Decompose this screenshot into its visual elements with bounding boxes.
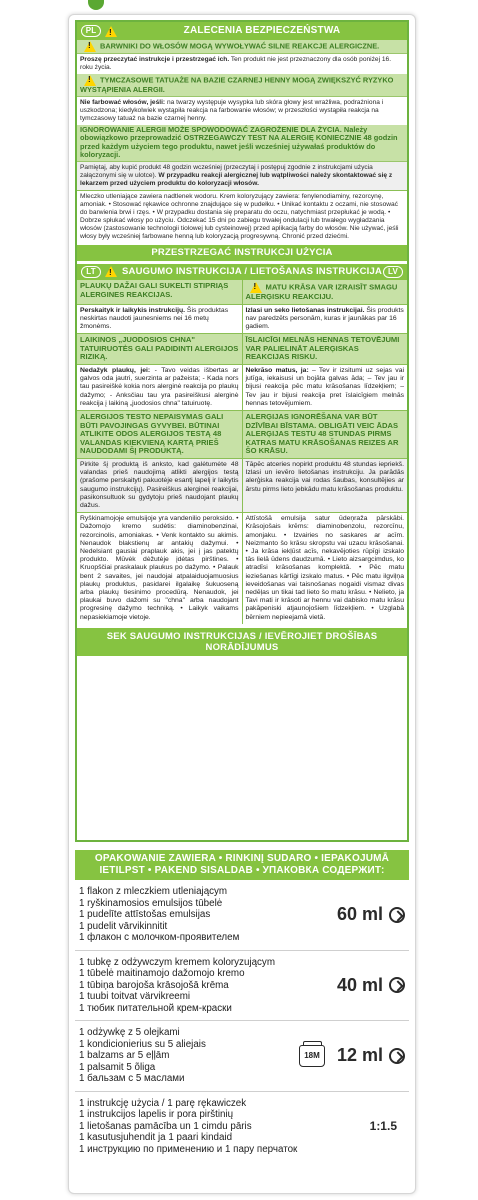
content-line: 1 flakon z mleczkiem utleniającym — [79, 886, 228, 897]
lt-warning-2: LAIKINOS „JUODOSIOS CHNA" TATUIRUOTĖS GALI PADIDINTI ALERGIJOS RIZIKĄ. — [77, 334, 242, 364]
volume-label: 40 ml — [337, 975, 405, 996]
lt-text-3: Pirkite šį produktą iš anksto, kad galėtumėte 48 valandas prieš naudojimą atlikti alergijos testą (prašome perskaityti pakuotėje esantį lapelį ir laikytis saugumo instrukcijų). Pasireiškus alerginei reakcijai, pasikonsultuok su gydytoju prieš naudojant plaukų dažus. — [77, 459, 242, 512]
content-line: 1 tūbiņa barojoša krāsojošā krēma — [79, 979, 229, 991]
warning-icon — [84, 75, 96, 86]
mix-ratio: 1:1.5 — [369, 1119, 397, 1134]
content-line: 1 ryškinamosios emulsijos tūbelė — [79, 897, 223, 909]
warning-icon — [250, 282, 262, 293]
lang-badge-lt: LT — [81, 266, 101, 278]
lt-lv-row-5 — [77, 411, 407, 459]
lv-warning-1: !MATU KRĀSA VAR IZRAISĪT SMAGU ALERĢISKU REAKCIJU. — [242, 280, 408, 304]
content-line: 1 tuubi toitvat värvikreemi — [79, 991, 191, 1002]
content-line: 1 pudelit vārvikinnitit — [79, 920, 168, 932]
lt-text-4: Ryškinamojoje emulsijoje yra vandenilio peroksido. • Dažomojo kremo sudėtis: diaminobenzinai, rezorcinolis, amoniakas. • Venk kontakto su akimis. Nenaudok blakstienų ar antakių dažymui. • Nedelsiant gausiai praplauk akis, jei į jas patektų produkto. Mūvėk dėžutėje įdėtas pirštines. • Kruopščiai praskalauk plaukus po dažymo. • Palauk bent 2 savaites, jei naudojai atpalaiduojamuosius plaukų produktus, pasidarei ilgalaikę šukuoseną arba plaukų tiesinimo procedūrą. Nenaudok, jei plaukai buvo dažomi su "chna" arba naudojant progresinę dažymo techniką. • Laikyk vaikams nepasiekiamoje vietoje. — [80, 515, 239, 621]
pl-text-4: Mleczko utleniające zawiera nadtlenek wodoru. Krem koloryzujący zawiera: fenylenodiaminy, rezorcynę, amoniak. • Stosować rękawice ochronne znajdujące się w pudełku. • Unikać kontaktu z oczami, nie stosować do barwienia brwi i rzęs. • W przypadku dostania się preparatu do oczu, natychmiast przepłukać je wodą. • Dobrze spłukać włosy po użyciu. Odczekać 15 dni po zabiegu trwałej ondulacji lub trwałego wygładzania włosów (zastosowanie technologii tiolowej lub cysteinowej) przed aplikacją farby do włosów. Nie używać, jeśli włosy były wcześniej farbowane henną lub koloryzacją progresywną. Chronić przed dziećmi. — [77, 190, 407, 243]
pl-title: ZALECENIA BEZPIECZEŃSTWA — [183, 25, 341, 36]
recycle-icon — [389, 1048, 405, 1064]
lt-lv-header — [77, 264, 407, 280]
lt-lv-title: SAUGUMO INSTRUKCIJA / LIETOŠANAS INSTRUKCIJA — [121, 265, 383, 277]
lt-warning-3: ALERGIJOS TESTO NEPAISYMAS GALI BŪTI PAVOJINGAS GYVYBEI. BŪTINAI ATLIKITE ODOS ALERGIJOS TESTĄ 48 VALANDAS KIEKVIENĄ KARTĄ PRIEŠ NAUDODAMI ŠĮ PRODUKTĄ. — [77, 411, 242, 458]
lt-lv-row-2 — [77, 305, 407, 335]
warning-icon — [84, 41, 96, 52]
content-line: 1 бальзам с 5 маслами — [79, 1073, 185, 1084]
open-jar-icon: 18M — [299, 1045, 325, 1067]
lt-lv-row-4 — [77, 365, 407, 411]
content-lines — [79, 886, 333, 944]
lv-text-2: Nekrāso matus, ja: – Tev ir izsitumi uz sejas vai jutīga, iekaisusi un bojāta galvas āda; – Tev jau ir bijusi reakcija pēc matu krāsošanas līdzekļiem; – Tev jau ir bijusi reakcija pret īslaicīgiem melnās hennas tetovējumiem. — [242, 365, 408, 410]
lt-lv-row-3 — [77, 334, 407, 365]
pl-warning-3: IGNOROWANIE ALERGII MOŻE SPOWODOWAĆ ZAGROŻENIE DLA ŻYCIA. Należy obowiązkowo przeprowadzić OSTRZEGAWCZY TEST NA ALERGIĘ KONIECZNIE 48 godzin przed każdym użyciem tego produktu, nawet jeśli wcześniej używałaś produktów do koloryzacji. — [77, 125, 407, 162]
leaf-decoration — [88, 0, 104, 10]
volume-label: 12 ml — [337, 1045, 405, 1066]
volume-label: 60 ml — [337, 904, 405, 925]
lt-lv-footer: SEK SAUGUMO INSTRUKCIJAS / IEVĒROJIET DROŠĪBAS NORĀDĪJUMUS — [77, 628, 407, 656]
content-line: 1 pudelīte attīstošas emulsijas — [79, 909, 211, 920]
content-lines — [79, 1027, 299, 1085]
content-line: 1 odżywkę z 5 olejkami — [79, 1027, 180, 1038]
content-line: 1 tūbelė maitinamojo dažomojo kremo — [79, 968, 245, 979]
content-line: 1 tubkę z odżywczym kremem koloryzującym — [79, 956, 275, 968]
package-contents — [75, 850, 409, 1161]
lv-text-1: Izlasi un seko lietošanas instrukcijai. Šis produkts nav paredzēts personām, kuras ir jaunākas par 16 gadiem. — [242, 305, 408, 334]
pl-header — [77, 22, 407, 40]
content-line: 1 balzams ar 5 eļļām — [79, 1050, 170, 1061]
content-line: 1 kasutusjuhendit ja 1 paari kindaid — [79, 1132, 233, 1143]
content-group-instructions — [75, 1092, 409, 1162]
safety-panel — [75, 20, 409, 842]
lv-warning-2: ĪSLAICĪGI MELNĀS HENNAS TETOVĒJUMI VAR PALIELINĀT ALERĢISKAS REAKCIJAS RISKU. — [242, 334, 408, 364]
content-line: 1 тюбик питательной крем-краски — [79, 1002, 232, 1014]
package-title: OPAKOWANIE ZAWIERA • RINKINĮ SUDARO • IEPAKOJUMĀ IETILPST • PAKEND SISALDAB • УПАКОВКА СОДЕРЖИТ: — [75, 850, 409, 880]
content-line: 1 kondicionierius su 5 aliejais — [79, 1038, 206, 1050]
lv-text-4: Attīstošā emulsija satur ūdeņraža pārskābi. Krāsojošais krēms: diaminobenzolu, rezorcīnu, amonjaku. • Izvairies no saskares ar acīm. Neizmanto šo krāsu skropstu vai uzacu krāsošanai. • Ja krāsa iekļūst acīs, nekavējoties rūpīgi izskalo tās lielā ūdens daudzumā. • Lieto aizsargcimdus, ko atradīsi krāsošanas komplektā. • Pēc matu ieziešanas kārtīgi izskalo matus. • Pēc matu ilgviļņa ieveidošanas vai taisnošanas nogaidi vismaz divas nedēļas un tikai tad lieto šo matu krāsu. • Nelieto, ja Tavi mati ir krāsoti ar hennu vai dabisko matu krāsu pakāpeniski atjaunojošiem līdzekļiem. • Uzglabā bērniem nepieejamā vietā. — [242, 513, 408, 624]
lang-badge-pl: PL — [81, 25, 101, 37]
lt-text-2: Nedažyk plaukų, jei: - Tavo veidas išbertas ar galvos oda jautri, suerzinta ar pažeista; - Kada nors tau pasireiškė kokia nors alerginė reakcija po plaukų dažymo; - Anksčiau tau yra pasireiškusi alerginė reakcija į laikiną „juodosios chna" tatuiruotę. — [80, 366, 239, 407]
content-line: 1 instrukcijos lapelis ir pora pirštinių — [79, 1109, 234, 1120]
pl-text-1: Proszę przeczytać instrukcje i przestrzegać ich. Ten produkt nie jest przeznaczony dla osób poniżej 16. roku życia. — [80, 56, 392, 71]
pl-warning-1: !BARWNIKI DO WŁOSÓW MOGĄ WYWOŁYWAĆ SILNE REAKCJE ALERGICZNE. — [77, 40, 407, 54]
content-line: 1 instrukcję użycia / 1 parę rękawiczek — [79, 1097, 247, 1109]
pl-text-3: Pamiętaj, aby kupić produkt 48 godzin wcześniej (przeczytaj i postępuj zgodnie z instrukcjami użycia załączonymi się w ulotce). W przypadku reakcji alergicznej lub wątpliwości należy skontaktować się z lekarzem przed użyciem produktu do koloryzacji włosów. — [77, 162, 407, 190]
warning-icon — [105, 26, 117, 37]
lt-lv-row-1 — [77, 280, 407, 305]
content-group-cream — [75, 951, 409, 1022]
content-line: 1 lietošanas pamācība un 1 cimdu pāris — [79, 1120, 252, 1132]
content-line: 1 флакон с молочком-проявителем — [79, 932, 240, 943]
content-lines — [79, 957, 333, 1015]
content-line: 1 palsamit 5 õliga — [79, 1061, 156, 1073]
warning-icon — [105, 266, 117, 277]
pl-text-2: Nie farbować włosów, jeśli: na twarzy występuje wysypka lub skóra głowy jest wrażliwa, podrażniona i uszkodzona; kiedykolwiek wystąpiła reakcja na farbowanie włosów; w przeszłości wystąpiła reakcja na tymczasowy tatuaż na bazie czarnej henny. — [80, 98, 384, 122]
content-lines — [79, 1098, 366, 1156]
content-group-conditioner — [75, 1021, 409, 1092]
lv-warning-3: ALERĢIJAS IGNORĒŠANA VAR BŪT DZĪVĪBAI BĪSTAMA. OBLIGĀTI VEIC ĀDAS ALERĢIJAS TESTU 48 STUNDAS PIRMS KATRAS MATU KRĀSOŠANAS REIZES AR ŠO KRĀSU. — [242, 411, 408, 458]
package-panel — [68, 14, 416, 1194]
lt-lv-row-6 — [77, 459, 407, 513]
lt-lv-row-7 — [77, 513, 407, 624]
pl-footer: PRZESTRZEGAĆ INSTRUKCJI UŻYCIA — [77, 245, 407, 261]
pl-warning-2: !TYMCZASOWE TATUAŻE NA BAZIE CZARNEJ HENNY MOGĄ ZWIĘKSZYĆ RYZYKO WYSTĄPIENIA ALERGII. — [77, 74, 407, 97]
content-group-developer — [75, 880, 409, 951]
lang-badge-lv: LV — [383, 266, 403, 278]
lv-text-3: Tāpēc atceries nopirkt produktu 48 stundas iepriekš. Izlasi un ievēro lietošanas instrukciju. Ja parādās alerģiska reakcija vai rodas šaubas, konsultējies ar ārstu pirms lieto jebkādu matu krāsošanas produktu. — [242, 459, 408, 512]
recycle-icon — [389, 907, 405, 923]
recycle-icon — [389, 977, 405, 993]
content-line: 1 инструкцию по применению и 1 пару перчаток — [79, 1143, 298, 1155]
lt-warning-1: PLAUKŲ DAŽAI GALI SUKELTI STIPRIĄS ALERGINES REAKCIJAS. — [77, 280, 242, 304]
lt-text-1: Perskaityk ir laikykis instrukcijų. Šis produktas neskirtas naudoti jaunesniems nei 16 metų žmonėms. — [80, 306, 229, 330]
